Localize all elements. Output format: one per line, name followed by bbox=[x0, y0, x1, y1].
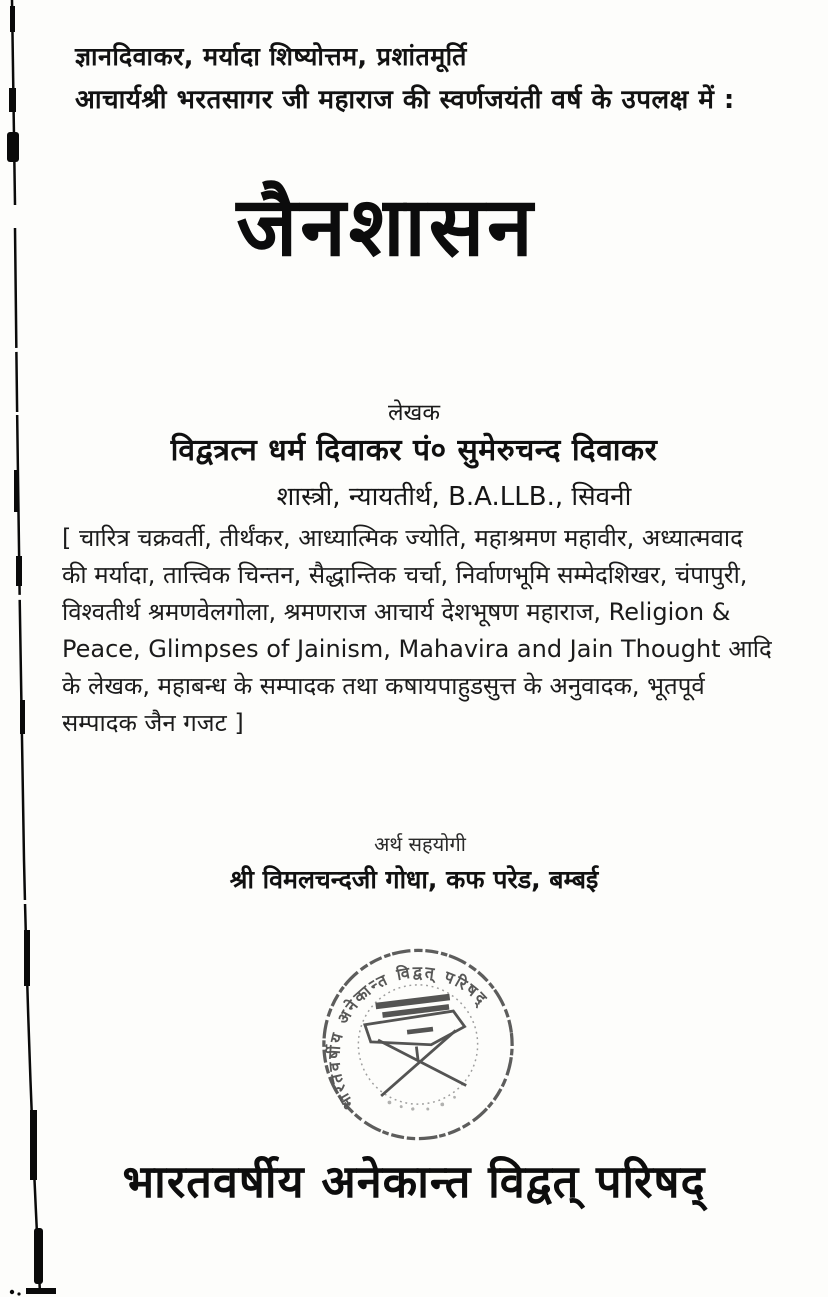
parishad-seal-stamp bbox=[296, 929, 539, 1159]
author-degrees: शास्त्री, न्यायतीर्थ, B.A.LLB., सिवनी bbox=[276, 482, 632, 512]
dedication-line-1: ज्ञानदिवाकर, मर्यादा शिष्योत्तम, प्रशांतमूर्ति bbox=[75, 42, 467, 71]
credentials-line: Peace, Glimpses of Jainism, Mahavira and Jain Thought आदि bbox=[62, 635, 772, 663]
sponsor-label: अर्थ सहयोगी bbox=[374, 832, 466, 856]
author-name: विद्वत्रत्न धर्म दिवाकर पं० सुमेरुचन्द दिवाकर bbox=[170, 433, 658, 468]
credentials-line: विश्वतीर्थ श्रमणवेलगोला, श्रमणराज आचार्य देशभूषण महाराज, Religion & bbox=[62, 598, 731, 626]
credentials-line: के लेखक, महाबन्ध के सम्पादक तथा कषायपाहुडसुत्त के अनुवादक, भूतपूर्व bbox=[62, 672, 705, 700]
dedication-block bbox=[75, 36, 775, 122]
author-credentials-paragraph bbox=[62, 520, 780, 742]
scripture-on-stand-icon bbox=[362, 992, 471, 1097]
book-title: जैनशासन bbox=[236, 180, 536, 275]
author-label: लेखक bbox=[387, 400, 441, 426]
credentials-line: [ चारित्र चक्रवर्ती, तीर्थंकर, आध्यात्मिक ज्योति, महाश्रमण महावीर, अध्यात्मवाद bbox=[62, 524, 743, 552]
seal-curved-text: भारतवर्षीय अनेकान्त विद्वत् परिषद् bbox=[324, 962, 493, 1113]
sponsor-name: श्री विमलचन्दजी गोधा, कफ परेड, बम्बई bbox=[229, 865, 599, 894]
credentials-line: की मर्यादा, तात्त्विक चिन्तन, सैद्धान्तिक चर्चा, निर्वाणभूमि सम्मेदशिखर, चंपापुरी, bbox=[62, 561, 748, 589]
credentials-line: सम्पादक जैन गजट ] bbox=[62, 709, 244, 737]
publisher-name: भारतवर्षीय अनेकान्त विद्वत् परिषद् bbox=[122, 1155, 706, 1208]
dedication-line-2: आचार्यश्री भरतसागर जी महाराज की स्वर्णजयंती वर्ष के उपलक्ष में : bbox=[75, 85, 735, 115]
